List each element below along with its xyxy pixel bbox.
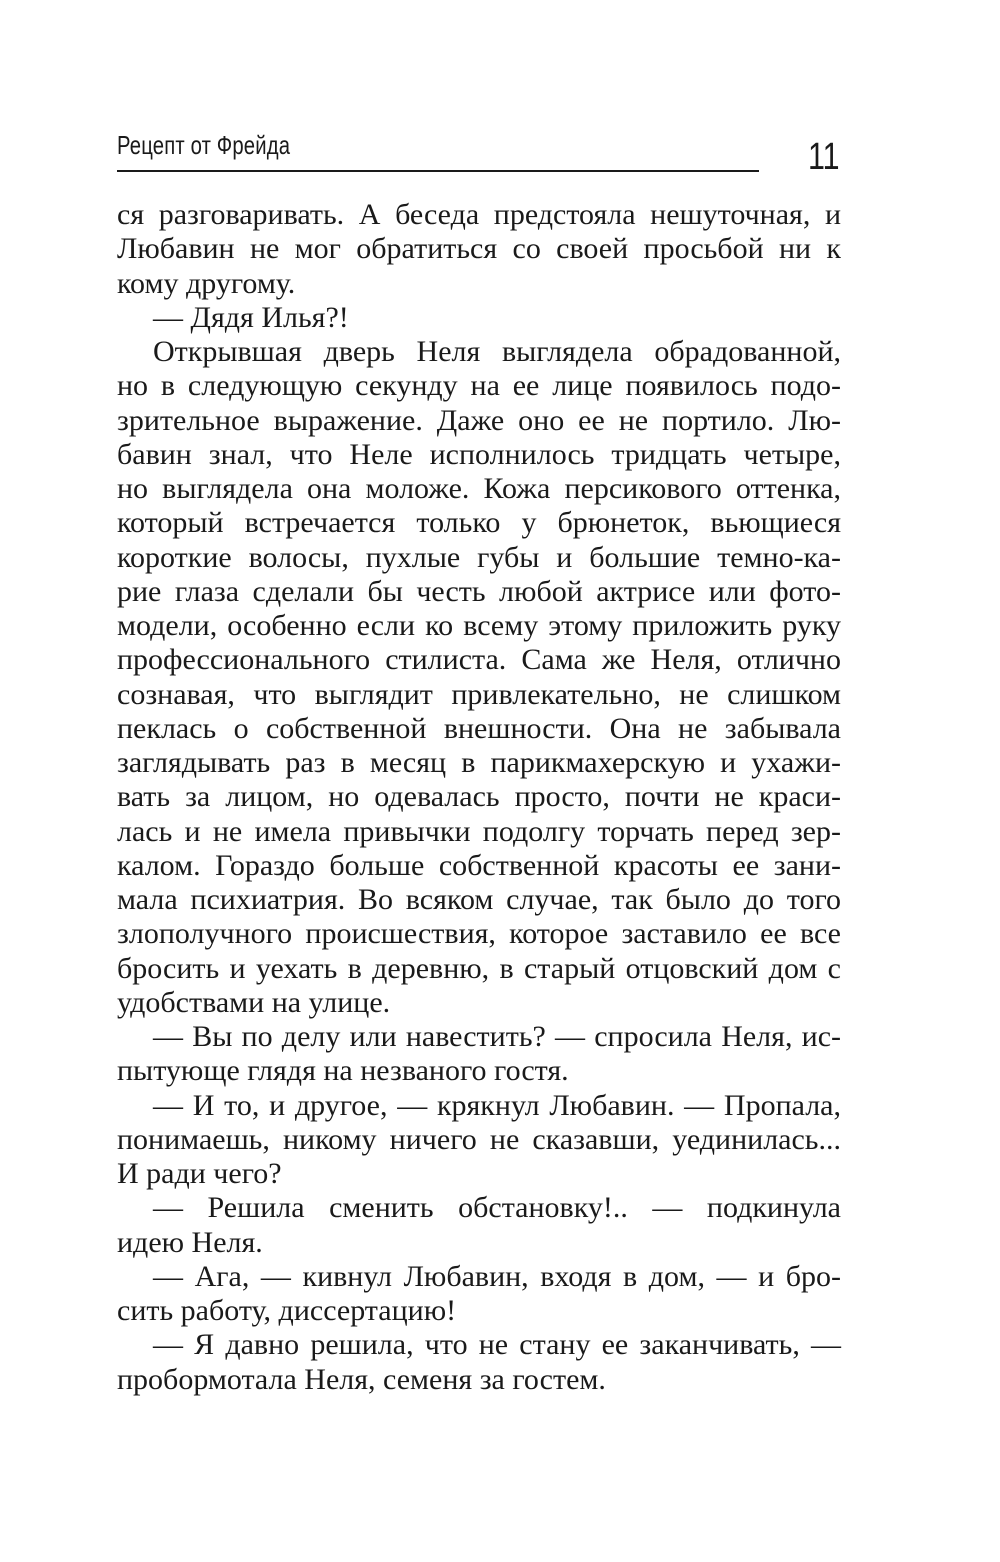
text-line: идею Неля. [117, 1225, 263, 1259]
text-line: — Ага, — кивнул Любавин, входя в дом, — и бро- [153, 1259, 841, 1293]
text-line: но в следующую секунду на ее лице появилось подо- [117, 369, 841, 403]
text-line: пробормотала Неля, семеня за гостем. [117, 1362, 606, 1396]
text-line: вать за лицом, но одевалась просто, почти не краси- [117, 780, 841, 814]
text-line: модели, особенно если ко всему этому приложить руку [117, 609, 841, 642]
text-line: удобствами на улице. [117, 985, 391, 1019]
running-title: Рецепт от Фрейда [117, 130, 291, 160]
text-line: пеклась о собственной внешности. Она не забывала [117, 711, 841, 745]
text-line: калом. Гораздо больше собственной красоты ее зани- [117, 848, 841, 882]
text-line: профессионального стилиста. Сама же Неля, отлично [117, 643, 841, 677]
text-line: — И то, и другое, — крякнул Любавин. — Пропала, [153, 1088, 841, 1122]
text-line: И ради чего? [117, 1157, 282, 1190]
text-line: бросить и уехать в деревню, в старый отцовский дом с [117, 951, 841, 985]
text-line: короткие волосы, пухлые губы и большие темно-ка- [117, 540, 841, 574]
text-line: заглядывать раз в месяц в парикмахерскую и ухажи- [117, 746, 841, 779]
text-line: зрительное выражение. Даже оно ее не портило. Лю- [117, 403, 841, 437]
body-text [117, 198, 841, 1397]
text-line: — Дядя Илья?! [153, 300, 349, 334]
text-line: рие глаза сделали бы честь любой актрисе или фото- [117, 574, 841, 608]
text-line: понимаешь, никому ничего не сказавши, уединилась... [117, 1122, 841, 1156]
text-line: — Я давно решила, что не стану ее заканчивать, — [153, 1328, 841, 1362]
page-number: 11 [808, 136, 840, 178]
running-head [117, 128, 759, 172]
text-line: сить работу, диссертацию! [117, 1294, 457, 1327]
text-line: бавин знал, что Неле исполнилось тридцать четыре, [117, 437, 841, 471]
text-line: — Решила сменить обстановку!.. — подкинула [153, 1191, 841, 1225]
text-line: Открывшая дверь Неля выглядела обрадованной, [153, 335, 841, 368]
text-line: который встречается только у брюнеток, вьющиеся [117, 506, 841, 540]
text-line: злополучного происшествия, которое заставило ее все [117, 917, 841, 951]
text-line: Любавин не мог обратиться со своей просьбой ни к [117, 232, 841, 266]
text-line: кому другому. [117, 266, 296, 300]
text-line: пытующе глядя на незваного гостя. [117, 1054, 569, 1088]
text-line: но выглядела она моложе. Кожа персикового оттенка, [117, 472, 841, 505]
text-line: лась и не имела привычки подолгу торчать перед зер- [117, 814, 841, 848]
text-line: — Вы по делу или навестить? — спросила Неля, ис- [153, 1020, 841, 1053]
text-line: ся разговаривать. А беседа предстояла нешуточная, и [117, 198, 841, 231]
text-line: сознавая, что выглядит привлекательно, не слишком [117, 677, 841, 711]
text-line: мала психиатрия. Во всяком случае, так было до того [117, 883, 841, 916]
